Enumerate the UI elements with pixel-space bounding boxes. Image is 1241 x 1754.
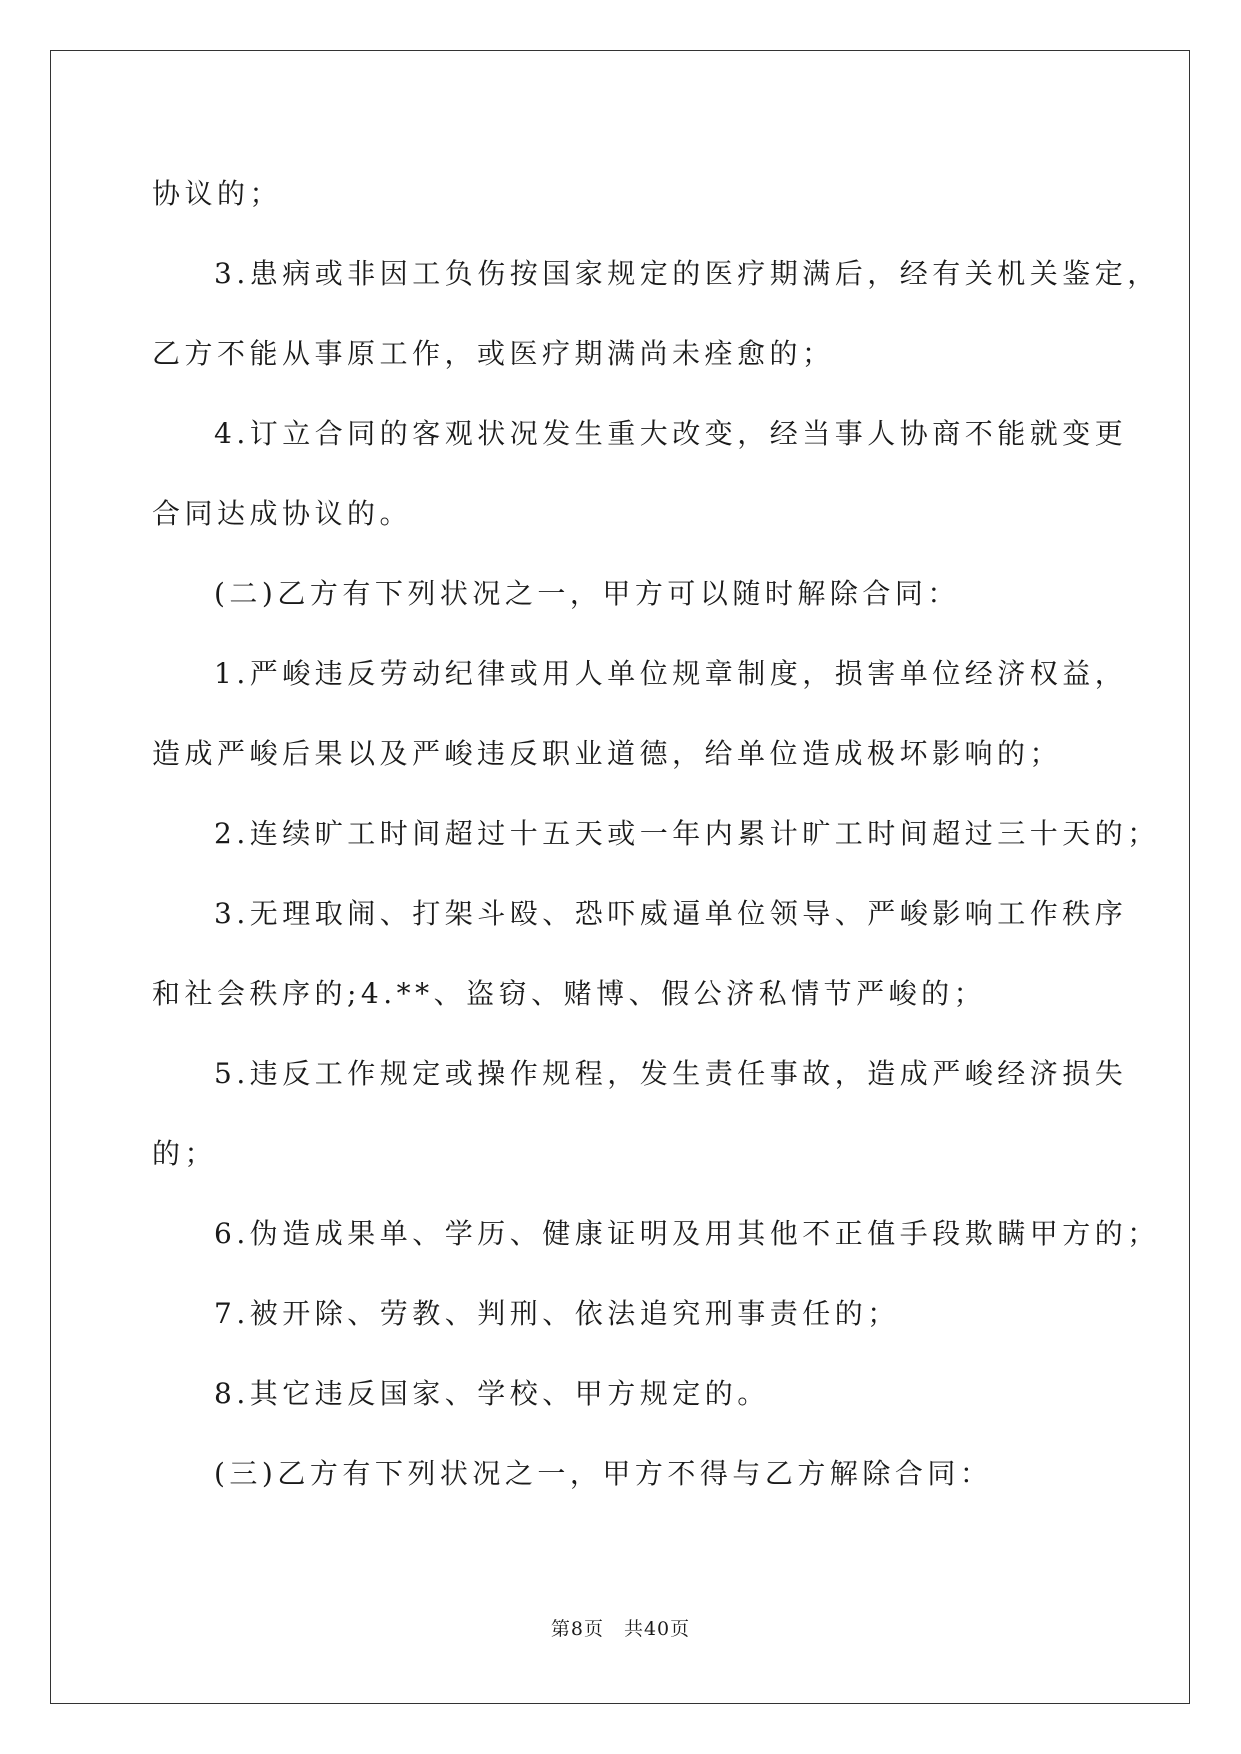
body-line: 2.连续旷工时间超过十五天或一年内累计旷工时间超过三十天的； bbox=[214, 817, 1160, 850]
body-line: 乙方不能从事原工作，或医疗期满尚未痊愈的； bbox=[152, 337, 835, 370]
body-line: 8.其它违反国家、学校、甲方规定的。 bbox=[214, 1377, 770, 1410]
body-line: 的； bbox=[152, 1137, 218, 1170]
body-line: 7.被开除、劳教、判刑、依法追究刑事责任的； bbox=[214, 1297, 900, 1330]
body-line: 合同达成协议的。 bbox=[152, 497, 413, 530]
body-line: 1.严峻违反劳动纪律或用人单位规章制度，损害单位经济权益， bbox=[214, 657, 1128, 690]
body-line: 3.无理取闹、打架斗殴、恐吓威逼单位领导、严峻影响工作秩序 bbox=[214, 897, 1128, 930]
body-line: (三)乙方有下列状况之一，甲方不得与乙方解除合同： bbox=[214, 1457, 993, 1490]
body-line: 造成严峻后果以及严峻违反职业道德，给单位造成极坏影响的； bbox=[152, 737, 1063, 770]
body-line: 4.订立合同的客观状况发生重大改变，经当事人协商不能就变更 bbox=[214, 417, 1128, 450]
body-line: 3.患病或非因工负伤按国家规定的医疗期满后，经有关机关鉴定， bbox=[214, 257, 1160, 290]
body-line: 和社会秩序的;4.**、盗窃、赌博、假公济私情节严峻的； bbox=[152, 977, 987, 1010]
body-line: 协议的； bbox=[152, 177, 283, 210]
page-number-footer: 第8页 共40页 bbox=[550, 1618, 691, 1640]
body-line: 5.违反工作规定或操作规程，发生责任事故，造成严峻经济损失 bbox=[214, 1057, 1128, 1090]
body-line: (二)乙方有下列状况之一，甲方可以随时解除合同： bbox=[214, 577, 960, 610]
document-body bbox=[152, 162, 1160, 1522]
body-line: 6.伪造成果单、学历、健康证明及用其他不正值手段欺瞒甲方的； bbox=[214, 1217, 1160, 1250]
